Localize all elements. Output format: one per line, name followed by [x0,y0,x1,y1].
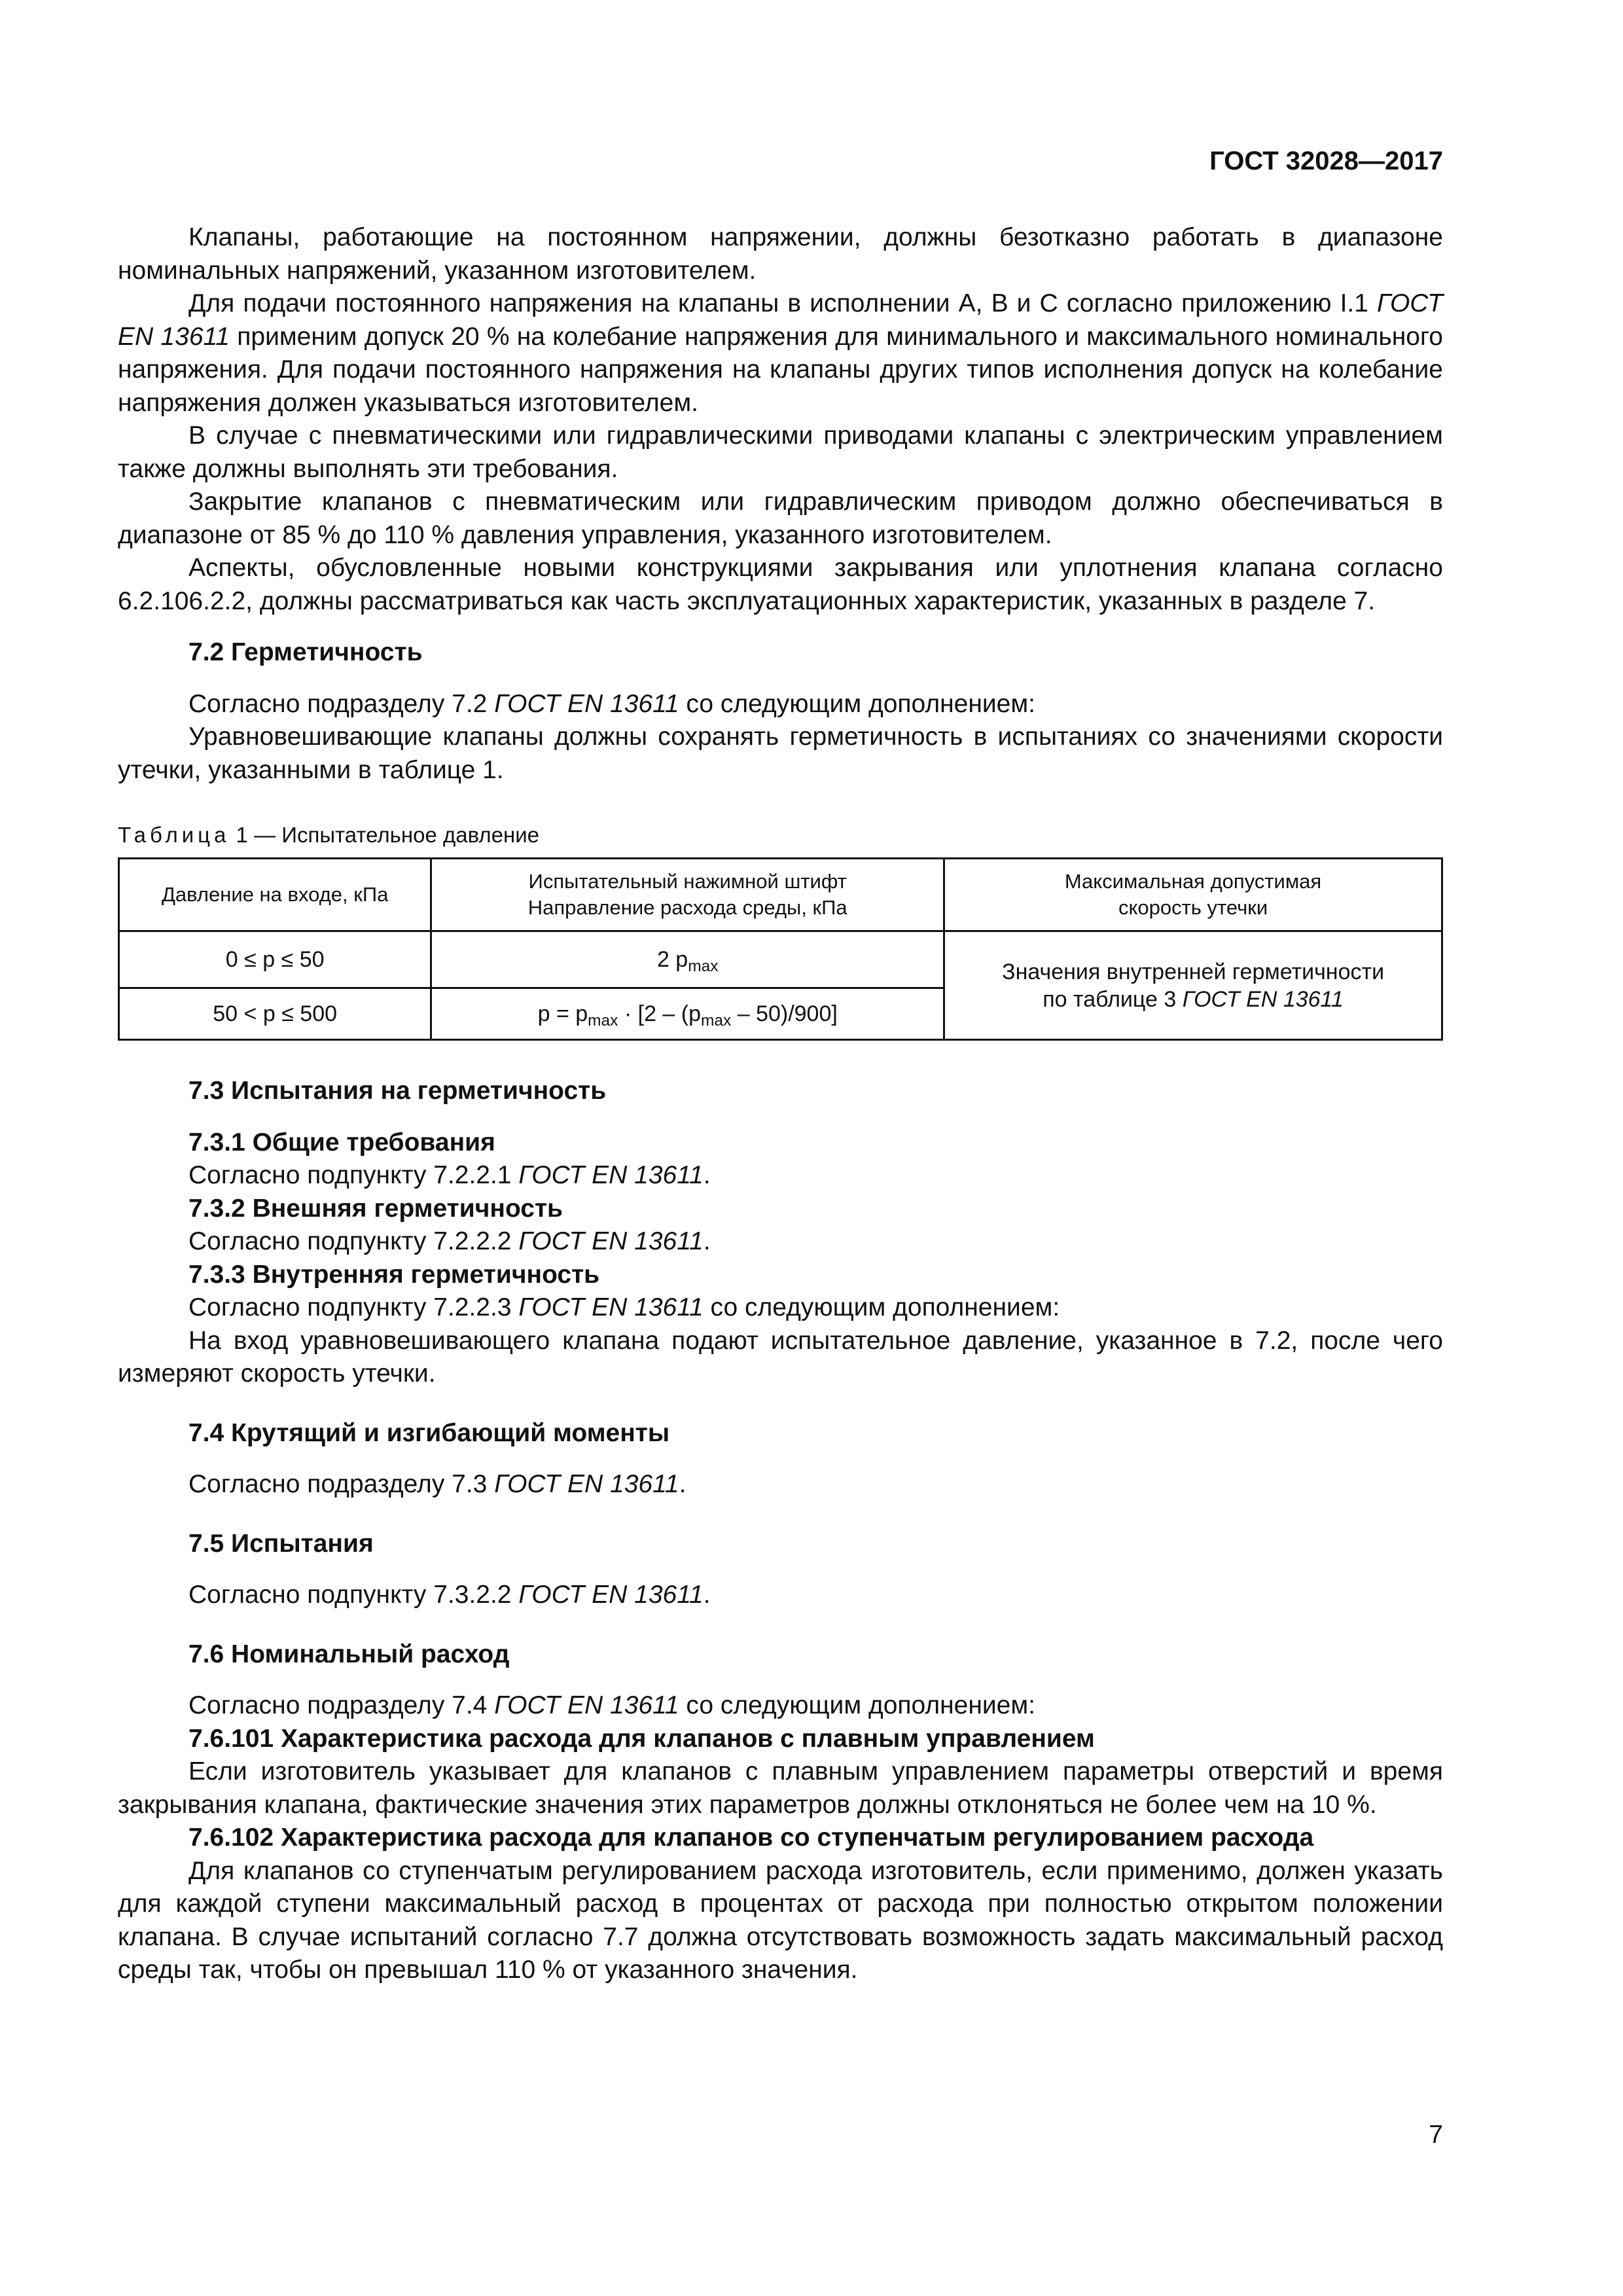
section-7-2-paragraph-2: Уравновешивающие клапаны должны сохранять герметичность в испытаниях со значениями скорости утечки, указанными в таблице 1. [118,723,1443,784]
table-header-test-pin: Испытательный нажимной штифт Направление расхода среды, кПа [431,859,944,931]
standard-reference: ГОСТ EN 13611 [518,1293,704,1321]
section-7-3-1-text: Согласно подпункту 7.2.2.1 ГОСТ EN 13611. [188,1161,711,1189]
section-7-4-text: Согласно подразделу 7.3 ГОСТ EN 13611. [188,1470,687,1498]
section-7-3-3-text: Согласно подпункту 7.2.2.3 ГОСТ EN 13611 со следующим дополнением: [188,1293,1060,1321]
table-header-inlet-pressure: Давление на входе, кПа [119,859,431,931]
table-cell-test-pressure: $p = p_{max} \cdot [2 - (p_{max} - 50)/900]$ [431,988,944,1040]
standard-reference: ГОСТ EN 13611 [118,289,1443,351]
section-7-5-text: Согласно подпункту 7.3.2.2 ГОСТ EN 13611. [188,1581,711,1609]
table-header-max-leak-rate: Максимальная допустимая скорость утечки [944,859,1442,931]
section-7-4-heading: 7.4 Крутящий и изгибающий моменты [188,1418,670,1447]
page-content [118,221,1443,1987]
page-number: 7 [1429,2121,1443,2149]
table-cell-leak-rate: Значения внутренней герметичности по таблице 3 ГОСТ EN 13611 [944,931,1442,1040]
section-7-2-heading: 7.2 Герметичность [188,638,423,666]
table-cell-pressure-range: 50 < p ≤ 500 [119,988,431,1040]
intro-paragraph-5: Аспекты, обусловленные новыми конструкциями закрывания или уплотнения клапана согласно 6.2.106.2.2, должны рассматриваться как часть эксплуатационных характеристик, указанных в разделе 7. [118,554,1443,615]
section-7-3-3-paragraph: На вход уравновешивающего клапана подают испытательное давление, указанное в 7.2, после чего измеряют скорость утечки. [118,1326,1443,1388]
section-7-2-paragraph-1: Согласно подразделу 7.2 ГОСТ EN 13611 со следующим дополнением: [188,689,1036,718]
standard-reference: ГОСТ EN 13611 [518,1581,704,1609]
standard-reference: ГОСТ EN 13611 [494,1470,679,1498]
table-1 [118,857,1443,1041]
table-cell-pressure-range: 0 ≤ p ≤ 50 [119,931,431,988]
section-7-3-3-heading: 7.3.3 Внутренняя герметичность [188,1260,600,1289]
section-7-6-101-paragraph: Если изготовитель указывает для клапанов с плавным управлением параметры отверстий и время закрывания клапана, фактические значения этих параметров должны отклоняться не более чем на 10 %. [118,1757,1443,1819]
standard-reference: ГОСТ EN 13611 [494,689,679,718]
section-7-3-1-heading: 7.3.1 Общие требования [188,1128,495,1157]
standard-reference: ГОСТ EN 13611 [494,1691,679,1719]
table-cell-test-pressure: 2 $p_{max}$ [431,931,944,988]
intro-paragraph-1: Клапаны, работающие на постоянном напряжении, должны безотказно работать в диапазоне номинальных напряжений, указанном изготовителем. [118,223,1443,285]
intro-paragraph-2: Для подачи постоянного напряжения на клапаны в исполнении А, В и С согласно приложению I.1 ГОСТ EN 13611 применим допуск 20 % на колебание напряжения для минимального и максимального номинального напряжения. Для подачи постоянного напряжения на клапаны других типов исполнения допуск на колебание напряжения должен указываться изготовителем. [118,289,1443,417]
section-7-6-102-heading: 7.6.102 Характеристика расхода для клапанов со ступенчатым регулированием расхода [188,1823,1314,1852]
standard-reference: ГОСТ EN 13611 [1182,986,1344,1012]
table-caption: Таблица 1 — Испытательное давление [118,823,539,847]
table-header-row [119,859,1442,931]
intro-paragraph-4: Закрытие клапанов с пневматическим или гидравлическим приводом должно обеспечиваться в диапазоне от 85 % до 110 % давления управления, указанного изготовителем. [118,488,1443,549]
standard-reference: ГОСТ EN 13611 [518,1161,704,1189]
table-label: Таблица [118,823,230,847]
table-row [119,931,1442,988]
section-7-3-heading: 7.3 Испытания на герметичность [188,1077,607,1105]
section-7-6-102-paragraph: Для клапанов со ступенчатым регулированием расхода изготовитель, если применимо, должен указать для каждой ступени максимальный расход в процентах от расхода при полностью открытом положении клапана. В случае испытаний согласно 7.7 должна отсутствовать возможность задать максимальный расход среды так, чтобы он превышал 110 % от указанного значения. [118,1856,1443,1984]
intro-paragraph-3: В случае с пневматическими или гидравлическими приводами клапаны с электрическим управлением также должны выполнять эти требования. [118,422,1443,483]
section-7-6-101-heading: 7.6.101 Характеристика расхода для клапанов с плавным управлением [188,1724,1095,1753]
section-7-5-heading: 7.5 Испытания [188,1529,374,1558]
standard-reference: ГОСТ EN 13611 [518,1227,704,1255]
section-7-3-2-heading: 7.3.2 Внешняя герметичность [188,1194,563,1223]
document-number: ГОСТ 32028—2017 [1209,147,1443,175]
section-7-6-text: Согласно подразделу 7.4 ГОСТ EN 13611 со следующим дополнением: [188,1691,1036,1719]
section-7-6-heading: 7.6 Номинальный расход [188,1640,510,1668]
section-7-3-2-text: Согласно подпункту 7.2.2.2 ГОСТ EN 13611. [188,1227,711,1255]
